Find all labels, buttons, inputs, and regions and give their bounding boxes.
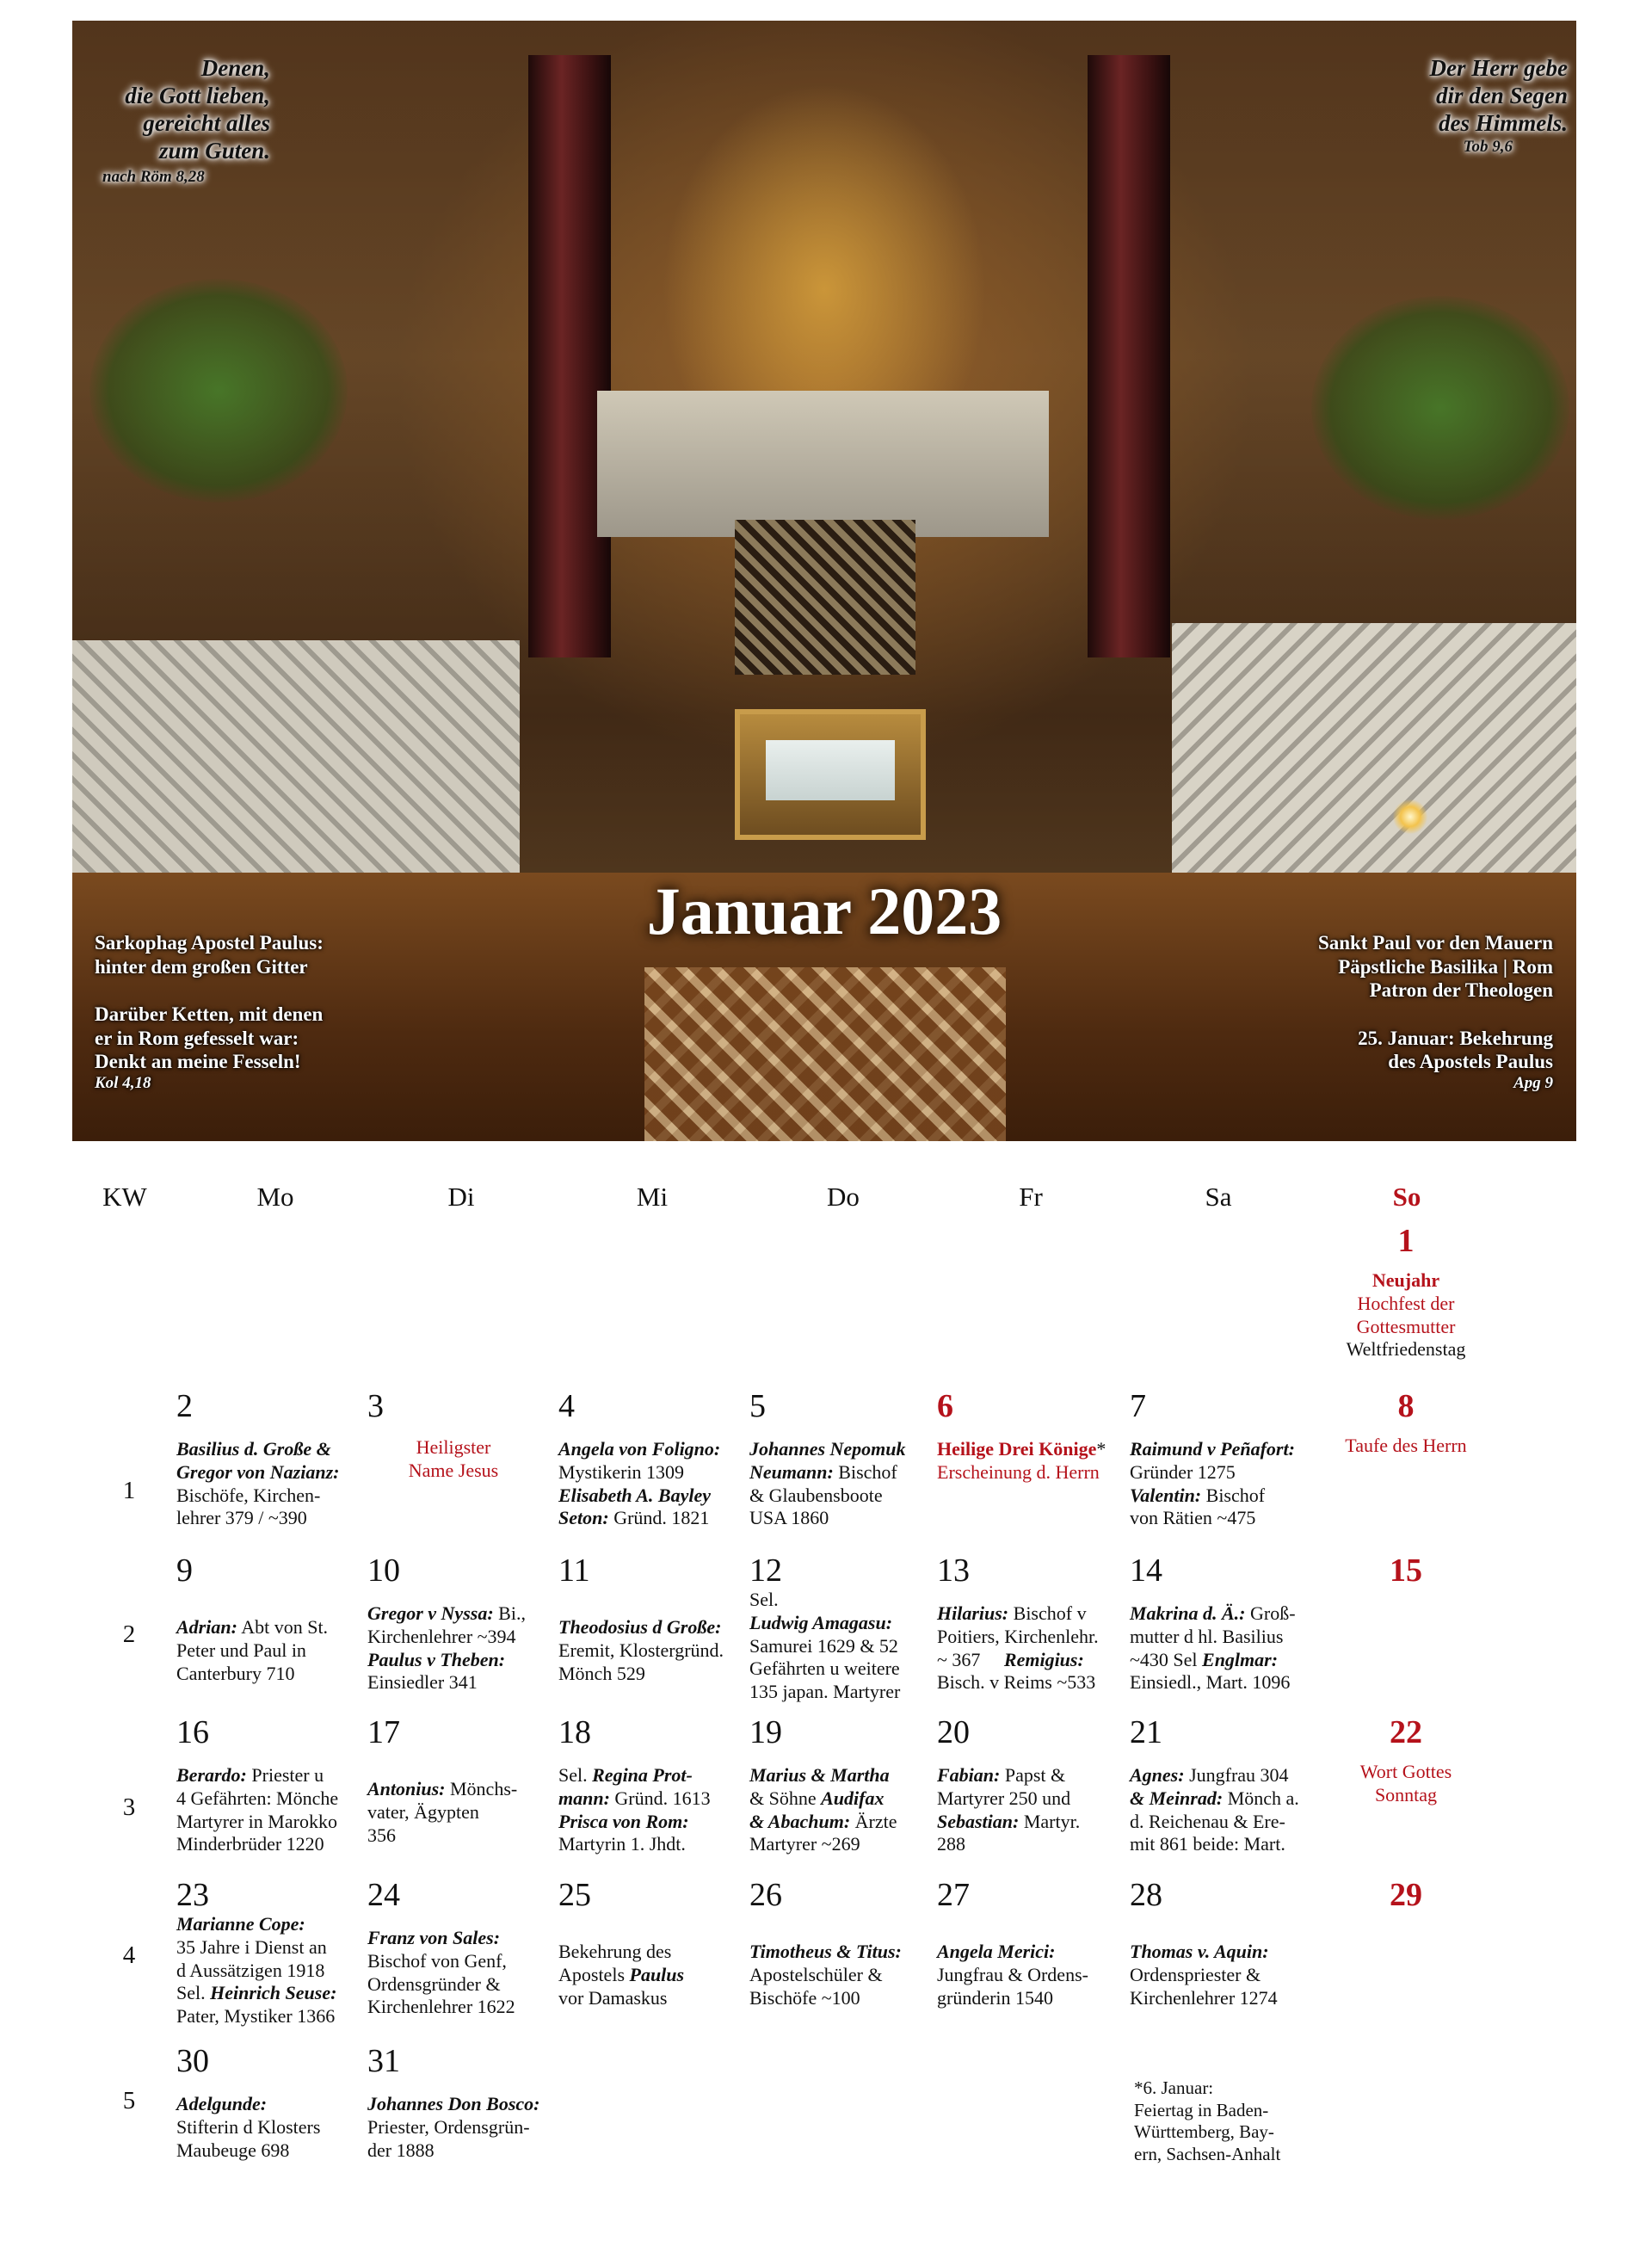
day-cell-14 xyxy=(1130,1554,1317,1694)
saint-name: Basilius d. Große & xyxy=(176,1438,331,1460)
day-note: ~ 367 xyxy=(937,1648,981,1670)
day-number: 16 xyxy=(176,1714,209,1750)
caption-left xyxy=(95,931,422,1094)
footnote-line: ern, Sachsen-Anhalt xyxy=(1134,2143,1281,2164)
day-number: 4 xyxy=(558,1388,575,1424)
day-number: 24 xyxy=(367,1877,400,1913)
quote-left-line: die Gott lieben, xyxy=(125,82,270,108)
caption-left-line: Darüber Ketten, mit denen xyxy=(95,1003,324,1026)
day-cell-23 xyxy=(176,1879,364,2028)
day-note: Gefährten u weitere xyxy=(749,1657,900,1680)
header-kw: KW xyxy=(102,1182,147,1212)
saint-name: Hilarius: xyxy=(937,1602,1009,1624)
feast-name: Neujahr xyxy=(1372,1269,1440,1291)
day-cell-17 xyxy=(367,1716,555,1847)
saint-name: Gregor von Nazianz: xyxy=(176,1460,340,1483)
week-number: 2 xyxy=(122,1620,136,1648)
day-number: 25 xyxy=(558,1877,591,1913)
chain-reliquary-decor xyxy=(735,709,926,840)
day-note: 288 xyxy=(937,1833,965,1855)
saint-name: Angela von Foligno: xyxy=(558,1438,721,1460)
day-note: Priester u xyxy=(246,1764,324,1786)
feast-line: Gottesmutter xyxy=(1356,1315,1456,1337)
caption-left-line: Sarkophag Apostel Paulus: xyxy=(95,932,324,954)
day-note: Kirchenlehrer 1274 xyxy=(1130,1986,1278,2009)
day-note: Jungfrau 304 xyxy=(1184,1764,1289,1786)
saint-name: Fabian: xyxy=(937,1764,1001,1786)
day-note: ~430 Sel xyxy=(1130,1648,1203,1670)
oil-lamp-decor xyxy=(1393,799,1427,834)
saint-name: mann: xyxy=(558,1787,610,1809)
day-number: 3 xyxy=(367,1388,384,1424)
day-note: der 1888 xyxy=(367,2139,435,2161)
day-number: 12 xyxy=(749,1552,782,1589)
day-note: Einsiedler 341 xyxy=(367,1671,478,1694)
day-note: Apostels xyxy=(558,1963,630,1985)
day-number: 2 xyxy=(176,1388,193,1424)
saint-name: Remigius: xyxy=(1003,1648,1084,1670)
day-cell-9 xyxy=(176,1554,364,1685)
day-note: Mönch a. xyxy=(1223,1787,1299,1809)
day-note: vater, Ägypten xyxy=(367,1800,479,1823)
day-note: Bekehrung des xyxy=(558,1941,672,1962)
quote-right-ref: Tob 9,6 xyxy=(1463,137,1513,156)
header-monday: Mo xyxy=(256,1182,294,1212)
saint-name: Timotheus & Titus: xyxy=(749,1941,902,1962)
caption-right-line: des Apostels Paulus xyxy=(1388,1051,1553,1073)
day-note: mutter d hl. Basilius xyxy=(1130,1625,1284,1647)
day-note: & Glaubensboote xyxy=(749,1484,883,1506)
day-cell-5 xyxy=(749,1390,937,1530)
caption-right-gap xyxy=(1209,1003,1553,1027)
day-note: von Rätien ~475 xyxy=(1130,1507,1256,1529)
left-palm-decor xyxy=(89,279,348,503)
footnote-marker: * xyxy=(1096,1438,1106,1460)
day-cell-24 xyxy=(367,1879,555,2019)
saint-name: Johannes Don Bosco: xyxy=(367,2093,540,2114)
day-number: 6 xyxy=(937,1388,953,1424)
day-note: Mönch 529 xyxy=(558,1662,645,1684)
day-cell-25 xyxy=(558,1879,746,2009)
day-note: Bischöfe ~100 xyxy=(749,1986,860,2009)
day-cell-15 xyxy=(1312,1554,1500,1599)
day-number: 15 xyxy=(1390,1552,1422,1589)
day-note: Bischof xyxy=(1201,1484,1266,1506)
saint-name: Seton: xyxy=(558,1507,609,1529)
day-note: Bischof von Genf, xyxy=(367,1949,507,1972)
day-number: 30 xyxy=(176,2043,209,2079)
day-note: Eremit, Klostergründ. xyxy=(558,1639,724,1661)
day-note: Maubeuge 698 xyxy=(176,2139,290,2161)
day-note: Poitiers, Kirchenlehr. xyxy=(937,1625,1099,1647)
day-note: Mönchs- xyxy=(445,1778,518,1799)
footnote-line: *6. Januar: xyxy=(1134,2077,1214,2098)
day-number: 14 xyxy=(1130,1552,1162,1589)
day-cell-26 xyxy=(749,1879,937,2009)
footnote-line: Württemberg, Bay- xyxy=(1134,2121,1274,2143)
saint-name: Regina Prot- xyxy=(592,1764,693,1786)
feast-line: Name Jesus xyxy=(408,1459,499,1481)
day-number: 31 xyxy=(367,2043,400,2079)
saint-name: Berardo: xyxy=(176,1764,247,1786)
day-cell-19 xyxy=(749,1716,937,1856)
saint-name: Marius & Martha xyxy=(749,1764,890,1786)
header-friday: Fr xyxy=(1019,1182,1043,1212)
header-saturday: Sa xyxy=(1205,1182,1232,1212)
saint-name: Gregor v Nyssa: xyxy=(367,1602,494,1624)
day-note: Bischof v xyxy=(1008,1602,1087,1624)
feast-name: Heilige Drei Könige xyxy=(937,1438,1097,1460)
saint-name: Antonius: xyxy=(367,1778,446,1799)
caption-right-line: Päpstliche Basilika | Rom xyxy=(1338,955,1553,978)
saint-name: Englmar: xyxy=(1202,1648,1279,1670)
saint-name: Marianne Cope: xyxy=(176,1913,305,1935)
caption-right-ref: Apg 9 xyxy=(1513,1073,1553,1092)
saint-name: Thomas v. Aquin: xyxy=(1130,1941,1269,1962)
header-thursday: Do xyxy=(827,1182,860,1212)
quote-right-line: des Himmels. xyxy=(1439,109,1568,136)
day-cell-31 xyxy=(367,2045,555,2162)
day-cell-16 xyxy=(176,1716,364,1856)
day-note: Priester, Ordensgrün- xyxy=(367,2115,530,2138)
altar-canopy-decor xyxy=(597,391,1049,537)
day-cell-20 xyxy=(937,1716,1125,1856)
header-tuesday: Di xyxy=(447,1182,475,1212)
day-cell-28 xyxy=(1130,1879,1317,2009)
day-note: 356 xyxy=(367,1824,396,1846)
day-cell-22 xyxy=(1312,1716,1500,1807)
day-number: 21 xyxy=(1130,1714,1162,1750)
caption-left-line: er in Rom gefesselt war: xyxy=(95,1027,299,1049)
day-note: Martyrer 250 und xyxy=(937,1787,1071,1809)
week-number: 1 xyxy=(122,1477,136,1504)
day-note: gründerin 1540 xyxy=(937,1986,1054,2009)
quote-right xyxy=(1335,55,1568,157)
day-note: Sel. xyxy=(176,1982,211,2004)
day-number: 8 xyxy=(1397,1388,1415,1424)
day-note: Kirchenlehrer 1622 xyxy=(367,1996,515,2018)
day-note: Samurei 1629 & 52 xyxy=(749,1634,898,1657)
day-cell-3 xyxy=(367,1390,555,1483)
day-note: Sel. xyxy=(749,1589,779,1610)
feast-line: Heiligster xyxy=(416,1436,491,1458)
saint-name: Paulus xyxy=(629,1963,685,1985)
right-column-decor xyxy=(1088,55,1170,657)
day-note: Gründ. 1613 xyxy=(609,1787,711,1809)
saint-name: Paulus v Theben: xyxy=(367,1648,506,1670)
left-balustrade-decor xyxy=(72,640,520,873)
day-cell-7 xyxy=(1130,1390,1317,1530)
saint-name: Franz von Sales: xyxy=(367,1927,501,1948)
month-title: Januar 2023 xyxy=(646,873,1002,948)
feast-line: Erscheinung d. Herrn xyxy=(937,1460,1100,1483)
day-number: 28 xyxy=(1130,1877,1162,1913)
day-note: Ordenspriester & xyxy=(1130,1963,1261,1985)
day-cell-18 xyxy=(558,1716,746,1856)
day-number: 13 xyxy=(937,1552,970,1589)
day-note: Einsiedl., Mart. 1096 xyxy=(1130,1671,1291,1694)
day-number: 10 xyxy=(367,1552,400,1589)
caption-left-gap xyxy=(95,978,422,1003)
saint-name: Prisca von Rom: xyxy=(558,1810,689,1832)
day-number: 29 xyxy=(1390,1877,1422,1913)
day-cell-6 xyxy=(937,1390,1139,1485)
day-note: Martyrin 1. Jhdt. xyxy=(558,1833,686,1855)
day-note: Gründ. 1821 xyxy=(608,1507,710,1529)
saint-name: Agnes: xyxy=(1130,1764,1185,1786)
day-number: 11 xyxy=(558,1552,590,1589)
day-note: Papst & xyxy=(1000,1764,1066,1786)
feast-line: Wort Gottes xyxy=(1359,1761,1452,1782)
day-number: 23 xyxy=(176,1877,209,1913)
day-note: Ärzte xyxy=(850,1810,897,1832)
header-sunday: So xyxy=(1392,1182,1421,1212)
caption-right-line: 25. Januar: Bekehrung xyxy=(1358,1027,1553,1049)
feast-line: Hochfest der xyxy=(1357,1292,1455,1314)
day-note: Groß- xyxy=(1245,1602,1296,1624)
day-note: d. Reichenau & Ere- xyxy=(1130,1810,1285,1832)
day-note: Minderbrüder 1220 xyxy=(176,1833,324,1855)
saint-name: Adelgunde: xyxy=(176,2093,268,2114)
day-note: vor Damaskus xyxy=(558,1986,668,2009)
quote-left-line: gereicht alles xyxy=(143,109,270,136)
quote-left-line: zum Guten. xyxy=(158,137,270,164)
day-cell-8 xyxy=(1312,1390,1500,1458)
day-note: mit 861 beide: Mart. xyxy=(1130,1833,1285,1855)
day-note: Martyrer in Marokko xyxy=(176,1810,337,1832)
day-cell-29 xyxy=(1312,1879,1500,1923)
day-number: 17 xyxy=(367,1714,400,1750)
day-note: Sel. xyxy=(558,1764,593,1786)
day-number: 9 xyxy=(176,1552,193,1589)
day-note: Apostelschüler & xyxy=(749,1963,883,1985)
caption-right-line: Patron der Theologen xyxy=(1369,979,1553,1002)
quote-right-line: dir den Segen xyxy=(1435,82,1568,108)
saint-name: Elisabeth A. Bayley xyxy=(558,1484,712,1506)
day-note: Mystikerin 1309 xyxy=(558,1460,685,1483)
day-number: 7 xyxy=(1130,1388,1146,1424)
day-number: 5 xyxy=(749,1388,766,1424)
day-note: & Söhne xyxy=(749,1787,822,1809)
day-note: 4 Gefährten: Mönche xyxy=(176,1787,339,1809)
lattice-gate-decor xyxy=(644,967,1006,1141)
day-note: Kirchenlehrer ~394 xyxy=(367,1625,516,1647)
day-note: Bischof xyxy=(833,1460,897,1483)
altar-grille-decor xyxy=(735,520,915,675)
week-number: 3 xyxy=(122,1793,136,1821)
saint-name: Heinrich Seuse: xyxy=(210,1982,337,2004)
saint-name: Valentin: xyxy=(1130,1484,1202,1506)
footnote xyxy=(1134,2077,1322,2165)
caption-right-line: Sankt Paul vor den Mauern xyxy=(1317,932,1553,954)
week-number: 4 xyxy=(122,1941,136,1969)
right-balustrade-decor xyxy=(1172,623,1576,873)
day-number: 22 xyxy=(1390,1714,1422,1750)
day-number: 1 xyxy=(1397,1223,1415,1259)
left-column-decor xyxy=(528,55,611,657)
day-note: Bischöfe, Kirchen- xyxy=(176,1484,321,1506)
day-note: 135 japan. Martyrer xyxy=(749,1681,901,1703)
week-number: 5 xyxy=(122,2087,136,2114)
day-note: Peter und Paul in xyxy=(176,1639,306,1661)
day-note: Ordensgründer & xyxy=(367,1972,501,1995)
saint-name: Johannes Nepomuk xyxy=(749,1438,906,1460)
footnote-line: Feiertag in Baden- xyxy=(1134,2099,1269,2120)
day-cell-27 xyxy=(937,1879,1125,2009)
feast-line: Taufe des Herrn xyxy=(1345,1435,1467,1456)
quote-left-ref: nach Röm 8,28 xyxy=(102,168,205,187)
day-cell-1 xyxy=(1312,1225,1500,1361)
day-cell-30 xyxy=(176,2045,364,2162)
day-number: 20 xyxy=(937,1714,970,1750)
saint-name: Makrina d. Ä.: xyxy=(1130,1602,1246,1624)
day-note: Stifterin d Klosters xyxy=(176,2115,321,2138)
saint-name: & Abachum: xyxy=(749,1810,851,1832)
header-wednesday: Mi xyxy=(636,1182,669,1212)
day-number: 19 xyxy=(749,1714,782,1750)
saint-name: Raimund v Peñafort: xyxy=(1130,1438,1295,1460)
caption-left-ref: Kol 4,18 xyxy=(95,1073,151,1092)
quote-right-line: Der Herr gebe xyxy=(1429,55,1568,81)
day-note: Martyr. xyxy=(1019,1810,1081,1832)
day-number: 27 xyxy=(937,1877,970,1913)
saint-name: Ludwig Amagasu: xyxy=(749,1611,893,1633)
day-note: Gründer 1275 xyxy=(1130,1460,1236,1483)
day-cell-13 xyxy=(937,1554,1135,1694)
right-palm-decor xyxy=(1311,296,1569,520)
day-number: 26 xyxy=(749,1877,782,1913)
saint-name: Sebastian: xyxy=(937,1810,1020,1832)
day-note: Pater, Mystiker 1366 xyxy=(176,2005,336,2028)
caption-left-line: Denkt an meine Fesseln! xyxy=(95,1051,301,1073)
day-note: 35 Jahre i Dienst an xyxy=(176,1935,327,1958)
header-photo xyxy=(72,21,1576,1141)
caption-left-line: hinter dem großen Gitter xyxy=(95,955,308,978)
day-cell-21 xyxy=(1130,1716,1317,1856)
day-cell-4 xyxy=(558,1390,746,1530)
saint-name: Theodosius d Große: xyxy=(558,1616,722,1638)
quote-left-line: Denen, xyxy=(200,55,270,81)
saint-name: & Meinrad: xyxy=(1130,1787,1224,1809)
caption-right xyxy=(1209,931,1553,1094)
day-cell-2 xyxy=(176,1390,364,1530)
day-note: Canterbury 710 xyxy=(176,1662,295,1684)
day-note: USA 1860 xyxy=(749,1507,829,1529)
day-cell-12 xyxy=(749,1554,937,1704)
saint-name: Neumann: xyxy=(749,1460,834,1483)
day-cell-11 xyxy=(558,1554,746,1685)
saint-name: Angela Merici: xyxy=(937,1941,1056,1962)
day-cell-10 xyxy=(367,1554,555,1694)
day-note: Bisch. v Reims ~533 xyxy=(937,1671,1096,1694)
day-note: lehrer 379 / ~390 xyxy=(176,1507,307,1529)
saint-name: Audifax xyxy=(821,1787,885,1809)
day-note: Bi., xyxy=(493,1602,526,1624)
day-note: d Aussätzigen 1918 xyxy=(176,1959,325,1981)
day-note: Martyrer ~269 xyxy=(749,1833,860,1855)
day-note: Jungfrau & Ordens- xyxy=(937,1963,1088,1985)
saint-name: Adrian: xyxy=(176,1616,237,1638)
quote-left xyxy=(72,55,270,188)
observance-line: Weltfriedenstag xyxy=(1346,1338,1466,1361)
day-note: Abt von St. xyxy=(237,1616,329,1638)
day-number: 18 xyxy=(558,1714,591,1750)
feast-line: Sonntag xyxy=(1374,1783,1438,1805)
